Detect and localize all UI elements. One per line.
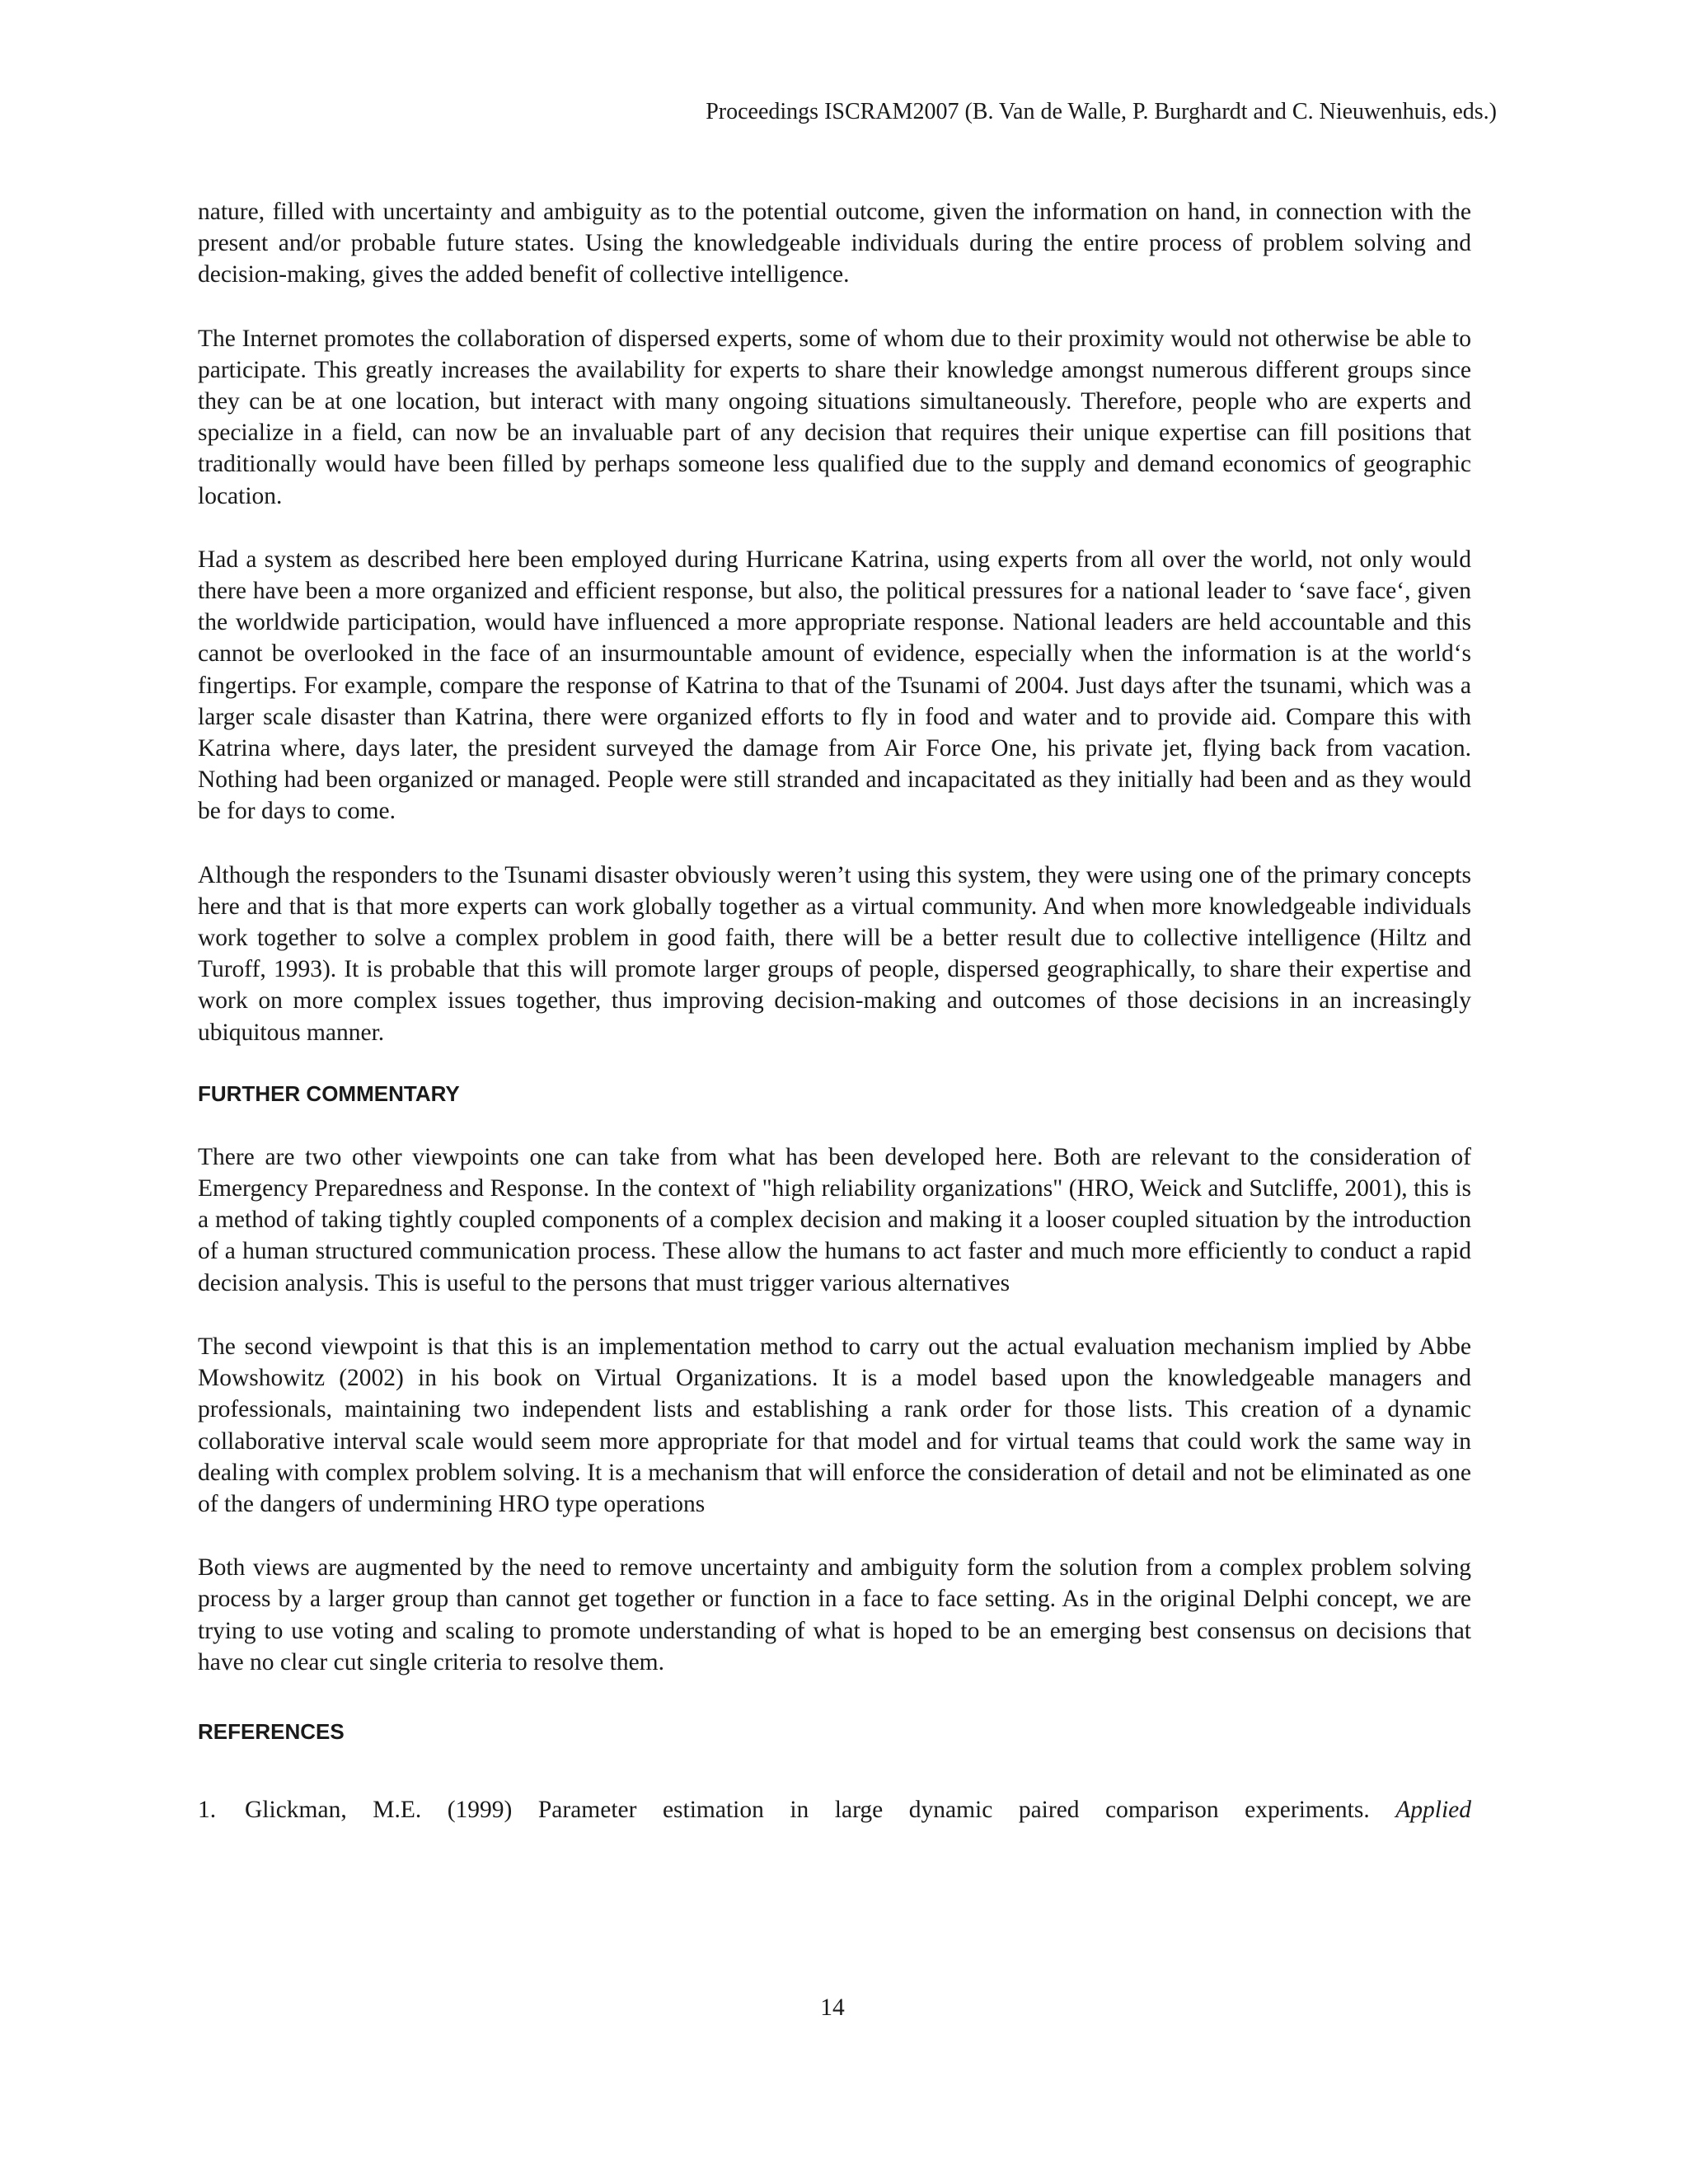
- reference-citation: Glickman, M.E. (1999) Parameter estimation in large dynamic paired comparison experiments.: [245, 1796, 1370, 1823]
- running-header: Proceedings ISCRAM2007 (B. Van de Walle, P. Burghardt and C. Nieuwenhuis, eds.): [706, 99, 1497, 124]
- body-paragraph: The Internet promotes the collaboration of dispersed experts, some of whom due to their proximity would not otherwise be able to participate. This greatly increases the availability for experts to share their knowledge amongst numerous different groups since they can be at one location, but interact with many ongoing situations simultaneously. Therefore, people who are experts and specialize in a field, can now be an invaluable part of any decision that requires their unique expertise can fill positions that traditionally would have been filled by perhaps someone less qualified due to the supply and demand economics of geographic location.: [198, 325, 1471, 509]
- reference-number: 1.: [198, 1796, 217, 1823]
- body-paragraph: Had a system as described here been employed during Hurricane Katrina, using experts from all over the world, not only would there have been a more organized and efficient response, but also, the political pressures for a national leader to ‘save face‘, given the worldwide participation, would have influenced a more appropriate response. National leaders are held accountable and this cannot be overlooked in the face of an insurmountable amount of evidence, especially when the information is at the world‘s fingertips. For example, compare the response of Katrina to that of the Tsunami of 2004. Just days after the tsunami, which was a larger scale disaster than Katrina, there were organized efforts to fly in food and water and to provide aid. Compare this with Katrina where, days later, the president surveyed the damage from Air Force One, his private jet, flying back from vacation. Nothing had been organized or managed. People were still stranded and incapacitated as they initially had been and as they would be for days to come.: [198, 546, 1471, 825]
- commentary-paragraph: Both views are augmented by the need to remove uncertainty and ambiguity form the solution from a complex problem solving process by a larger group than cannot get together or function in a face to face setting. As in the original Delphi concept, we are trying to use voting and scaling to promote understanding of what is hoped to be an emerging best consensus on decisions that have no clear cut single criteria to resolve them.: [198, 1554, 1471, 1675]
- body-paragraph: Although the responders to the Tsunami disaster obviously weren’t using this system, they were using one of the primary concepts here and that is that more experts can work globally together as a virtual community. And when more knowledgeable individuals work together to solve a complex problem in good faith, there will be a better result due to collective intelligence (Hiltz and Turoff, 1993). It is probable that this will promote larger groups of people, dispersed geographically, to share their expertise and work on more complex issues together, thus improving decision-making and outcomes of those decisions in an increasingly ubiquitous manner.: [198, 861, 1471, 1046]
- section-heading-further-commentary: FURTHER COMMENTARY: [198, 1080, 460, 1106]
- reference-journal: Applied: [1395, 1796, 1472, 1823]
- section-heading-references: REFERENCES: [198, 1718, 345, 1744]
- commentary-paragraph: The second viewpoint is that this is an implementation method to carry out the actual evaluation mechanism implied by Abbe Mowshowitz (2002) in his book on Virtual Organizations. It is a model based upon the knowledgeable managers and professionals, maintaining two independent lists and establishing a rank order for those lists. This creation of a dynamic collaborative interval scale would seem more appropriate for that model and for virtual teams that could work the same way in dealing with complex problem solving. It is a mechanism that will enforce the consideration of detail and not be eliminated as one of the dangers of undermining HRO type operations: [198, 1333, 1471, 1517]
- body-paragraph: nature, filled with uncertainty and ambiguity as to the potential outcome, given the information on hand, in connection with the present and/or probable future states. Using the knowledgeable individuals during the entire process of problem solving and decision-making, gives the added benefit of collective intelligence.: [198, 199, 1471, 288]
- reference-text: [245, 1794, 1471, 1825]
- reference-item: [198, 1794, 1471, 1825]
- commentary-paragraph: There are two other viewpoints one can take from what has been developed here. Both are relevant to the consideration of Emergency Preparedness and Response. In the context of "high reliability organizations" (HRO, Weick and Sutcliffe, 2001), this is a method of taking tightly coupled components of a complex decision and making it a looser coupled situation by the introduction of a human structured communication process. These allow the humans to act faster and much more efficiently to conduct a rapid decision analysis. This is useful to the persons that must trigger various alternatives: [198, 1143, 1471, 1296]
- page-number: 14: [820, 1994, 845, 2021]
- page-body: [198, 196, 1471, 1825]
